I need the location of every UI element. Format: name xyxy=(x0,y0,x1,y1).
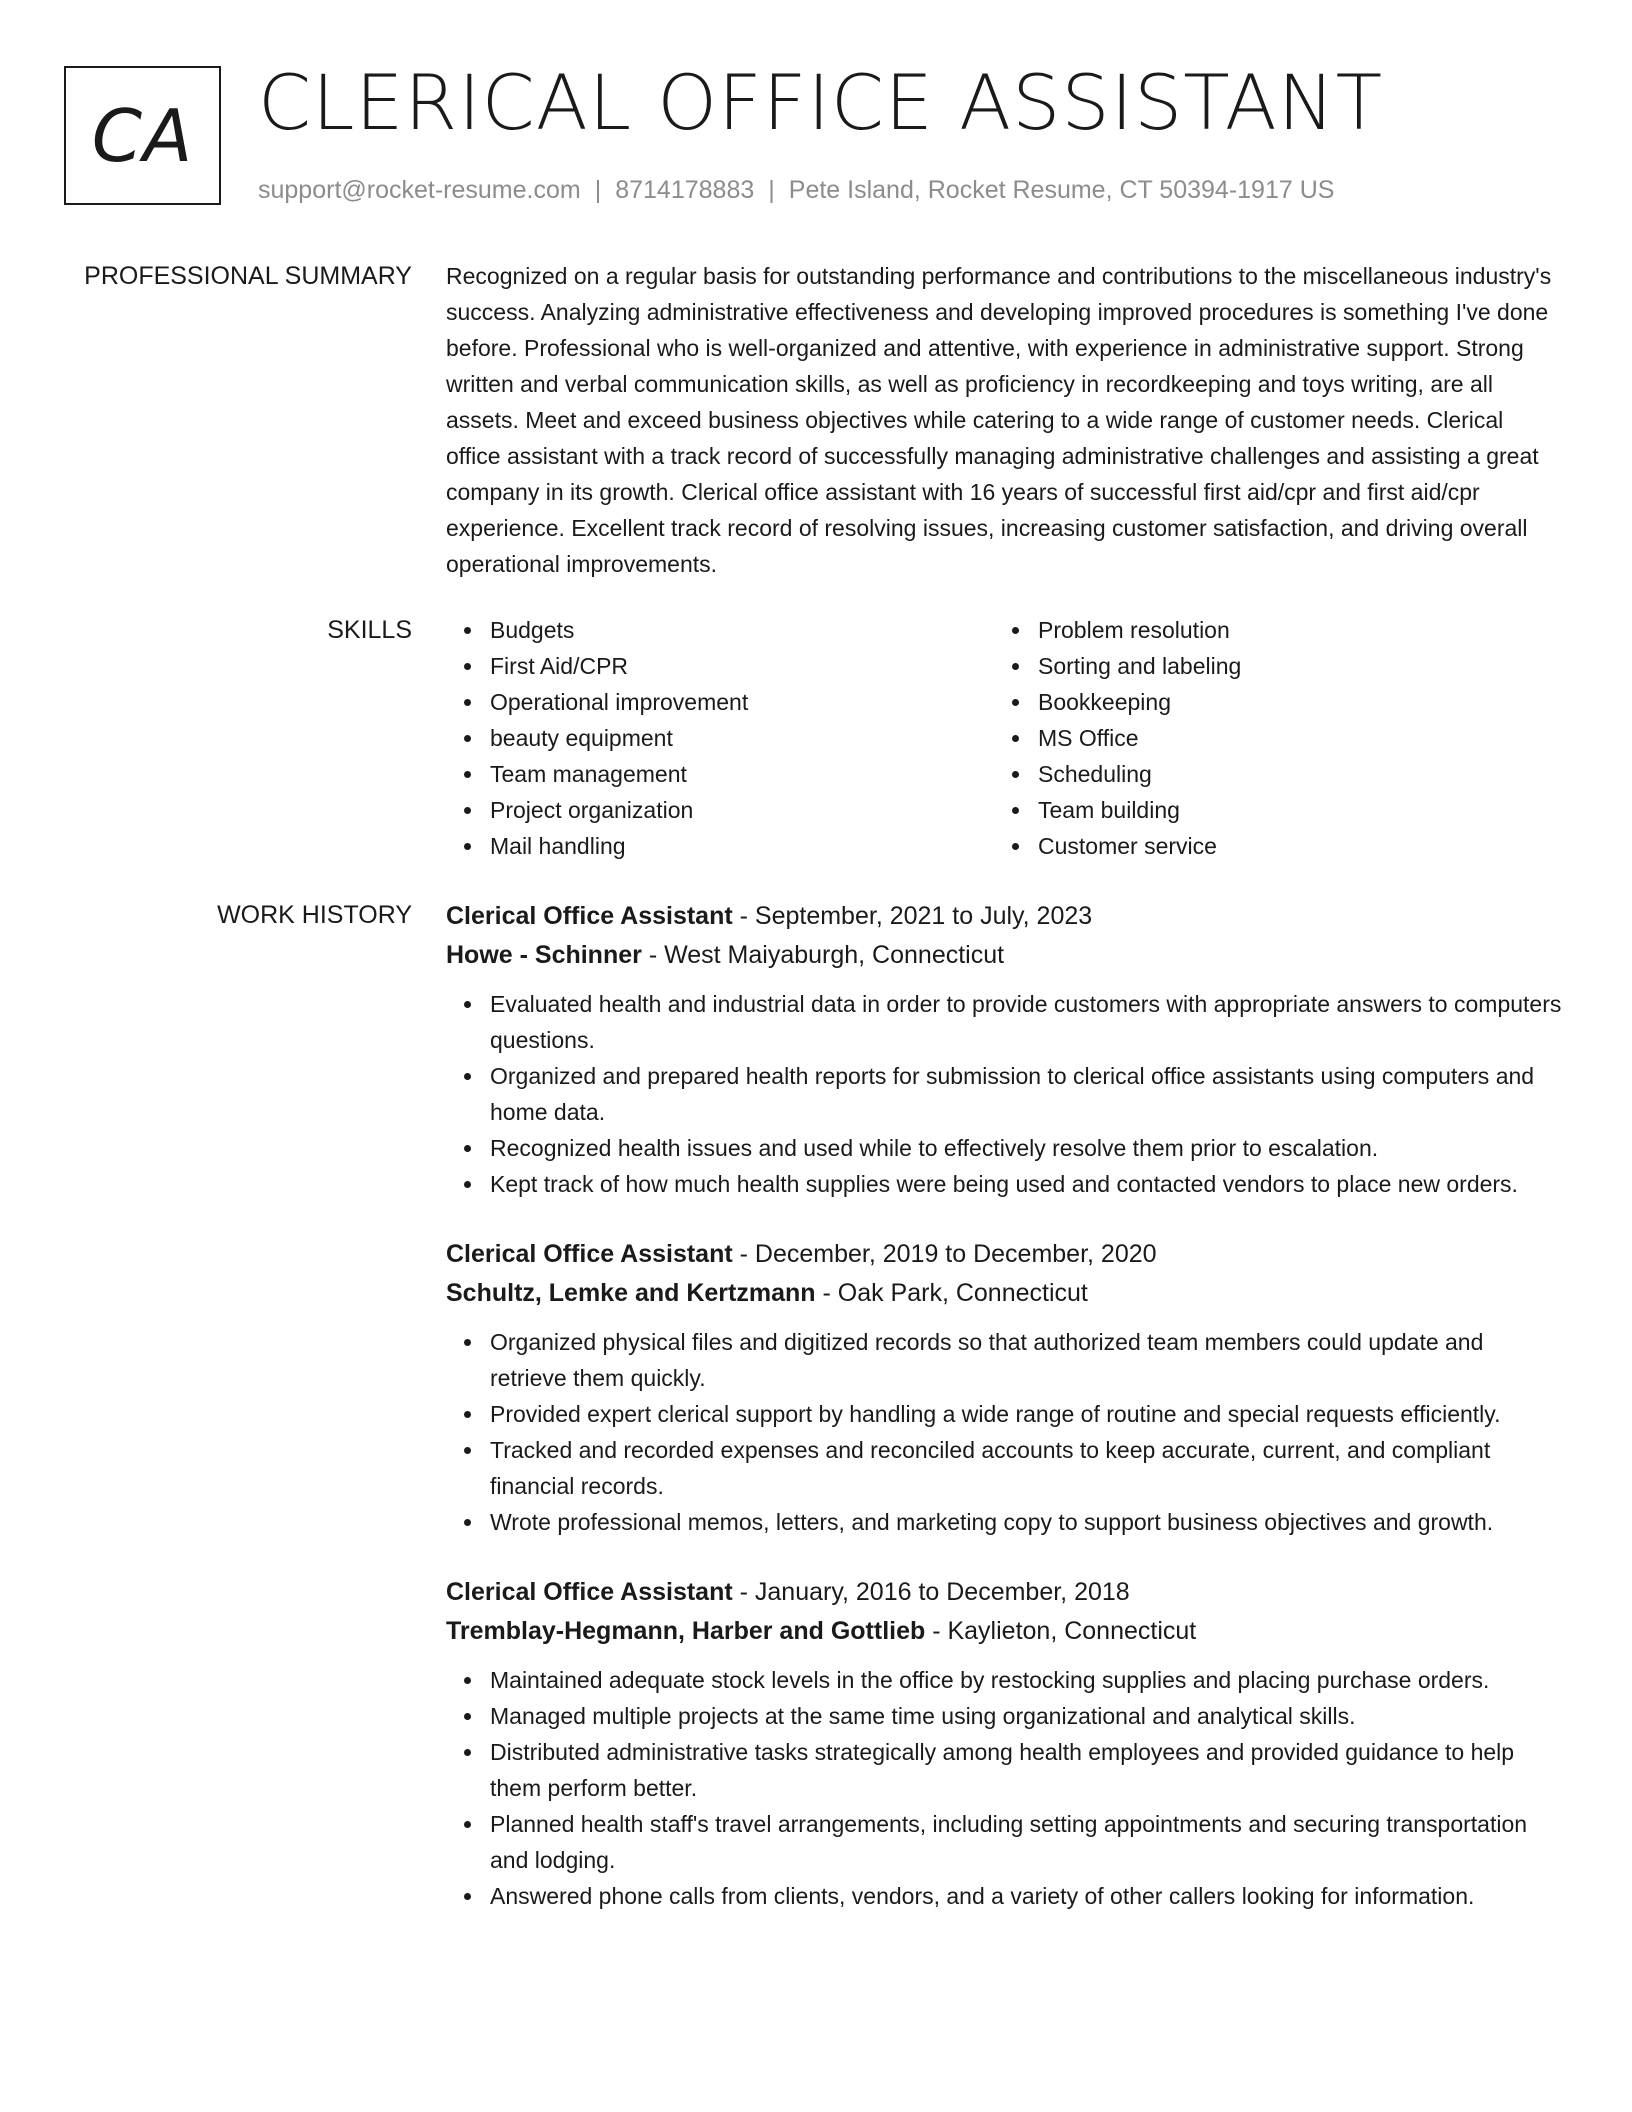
job-bullet: Organized physical files and digitized records so that authorized team members could update and retrieve them quickly. xyxy=(490,1324,1562,1396)
job-title-line xyxy=(446,1573,1562,1612)
skill-item: MS Office xyxy=(1038,720,1542,756)
job-bullets xyxy=(446,986,1562,1202)
job-bullet: Planned health staff's travel arrangements, including setting appointments and securing transportation and lodging. xyxy=(490,1806,1562,1878)
job-title-line xyxy=(446,897,1562,936)
job-bullet: Organized and prepared health reports for submission to clerical office assistants using computers and home data. xyxy=(490,1058,1562,1130)
job-company-line xyxy=(446,1274,1562,1313)
job-title: Clerical Office Assistant xyxy=(446,1240,733,1268)
job-company-line xyxy=(446,936,1562,975)
job-bullet: Provided expert clerical support by handling a wide range of routine and special requests efficiently. xyxy=(490,1396,1562,1432)
job-dates: - September, 2021 to July, 2023 xyxy=(732,902,1093,930)
job-location: - West Maiyaburgh, Connecticut xyxy=(641,941,1005,969)
skill-item: Team building xyxy=(1038,792,1542,828)
summary-body xyxy=(446,258,1562,582)
job-title-line xyxy=(446,1235,1562,1274)
contact-separator: | xyxy=(768,176,775,204)
job-bullet: Kept track of how much health supplies were being used and contacted vendors to place new orders. xyxy=(490,1166,1562,1202)
job-bullet: Maintained adequate stock levels in the office by restocking supplies and placing purchase orders. xyxy=(490,1662,1562,1698)
work-history-body xyxy=(446,897,1562,1947)
job-company: Schultz, Lemke and Kertzmann xyxy=(446,1279,816,1307)
job-dates: - January, 2016 to December, 2018 xyxy=(732,1578,1130,1606)
job-dates: - December, 2019 to December, 2020 xyxy=(732,1240,1157,1268)
job-company-line xyxy=(446,1612,1562,1651)
skill-item: Sorting and labeling xyxy=(1038,648,1542,684)
monogram-box xyxy=(64,66,221,205)
job-bullet: Tracked and recorded expenses and reconciled accounts to keep accurate, current, and compliant financial records. xyxy=(490,1432,1562,1504)
job-bullets xyxy=(446,1662,1562,1914)
job-company: Howe - Schinner xyxy=(446,941,642,969)
skill-item: beauty equipment xyxy=(490,720,994,756)
job-entry xyxy=(446,1235,1562,1540)
job-location: - Oak Park, Connecticut xyxy=(815,1279,1088,1307)
skill-item: First Aid/CPR xyxy=(490,648,994,684)
job-entry xyxy=(446,1573,1562,1914)
job-location: - Kaylieton, Connecticut xyxy=(925,1617,1197,1645)
contact-email: support@rocket-resume.com xyxy=(258,176,581,204)
job-bullet: Answered phone calls from clients, vendors, and a variety of other callers looking for information. xyxy=(490,1878,1562,1914)
job-title: Clerical Office Assistant xyxy=(446,902,733,930)
job-entry xyxy=(446,897,1562,1202)
skills-list-right xyxy=(994,612,1542,864)
job-bullets xyxy=(446,1324,1562,1540)
section-heading-summary: PROFESSIONAL SUMMARY xyxy=(84,262,412,290)
skill-item: Operational improvement xyxy=(490,684,994,720)
skills-grid xyxy=(446,612,1562,864)
section-heading-work-history: WORK HISTORY xyxy=(217,901,412,929)
job-bullet: Wrote professional memos, letters, and marketing copy to support business objectives and growth. xyxy=(490,1504,1562,1540)
skill-item: Project organization xyxy=(490,792,994,828)
skill-item: Mail handling xyxy=(490,828,994,864)
skill-item: Team management xyxy=(490,756,994,792)
skill-item: Customer service xyxy=(1038,828,1542,864)
job-bullet: Distributed administrative tasks strategically among health employees and provided guidance to help them perform better. xyxy=(490,1734,1562,1806)
skill-item: Bookkeeping xyxy=(1038,684,1542,720)
contact-separator: | xyxy=(594,176,602,204)
monogram-initials: CA xyxy=(91,93,194,178)
skill-item: Problem resolution xyxy=(1038,612,1542,648)
job-bullet: Evaluated health and industrial data in order to provide customers with appropriate answers to computers questions. xyxy=(490,986,1562,1058)
resume-title: CLERICAL OFFICE ASSISTANT xyxy=(258,58,1384,147)
job-bullet: Recognized health issues and used while to effectively resolve them prior to escalation. xyxy=(490,1130,1562,1166)
contact-line xyxy=(258,174,1334,206)
skill-item: Scheduling xyxy=(1038,756,1542,792)
job-bullet: Managed multiple projects at the same time using organizational and analytical skills. xyxy=(490,1698,1562,1734)
section-heading-skills: SKILLS xyxy=(327,616,412,644)
skills-list-left xyxy=(446,612,994,864)
contact-address: Pete Island, Rocket Resume, CT 50394-1917 US xyxy=(788,176,1335,204)
summary-text: Recognized on a regular basis for outstanding performance and contributions to the miscellaneous industry's success. Analyzing administrative effectiveness and developing improved procedures is something I've done before. Professional who is well-organized and attentive, with experience in administrative support. Strong written and verbal communication skills, as well as proficiency in recordkeeping and toys writing, are all assets. Meet and exceed business objectives while catering to a wide range of customer needs. Clerical office assistant with a track record of successfully managing administrative challenges and assisting a great company in its growth. Clerical office assistant with 16 years of successful first aid/cpr and first aid/cpr experience. Excellent track record of resolving issues, increasing customer satisfaction, and driving overall operational improvements. xyxy=(446,263,1552,577)
job-title: Clerical Office Assistant xyxy=(446,1578,733,1606)
skills-body xyxy=(446,612,1562,864)
contact-phone: 8714178883 xyxy=(615,176,755,204)
job-company: Tremblay-Hegmann, Harber and Gottlieb xyxy=(446,1617,926,1645)
skill-item: Budgets xyxy=(490,612,994,648)
